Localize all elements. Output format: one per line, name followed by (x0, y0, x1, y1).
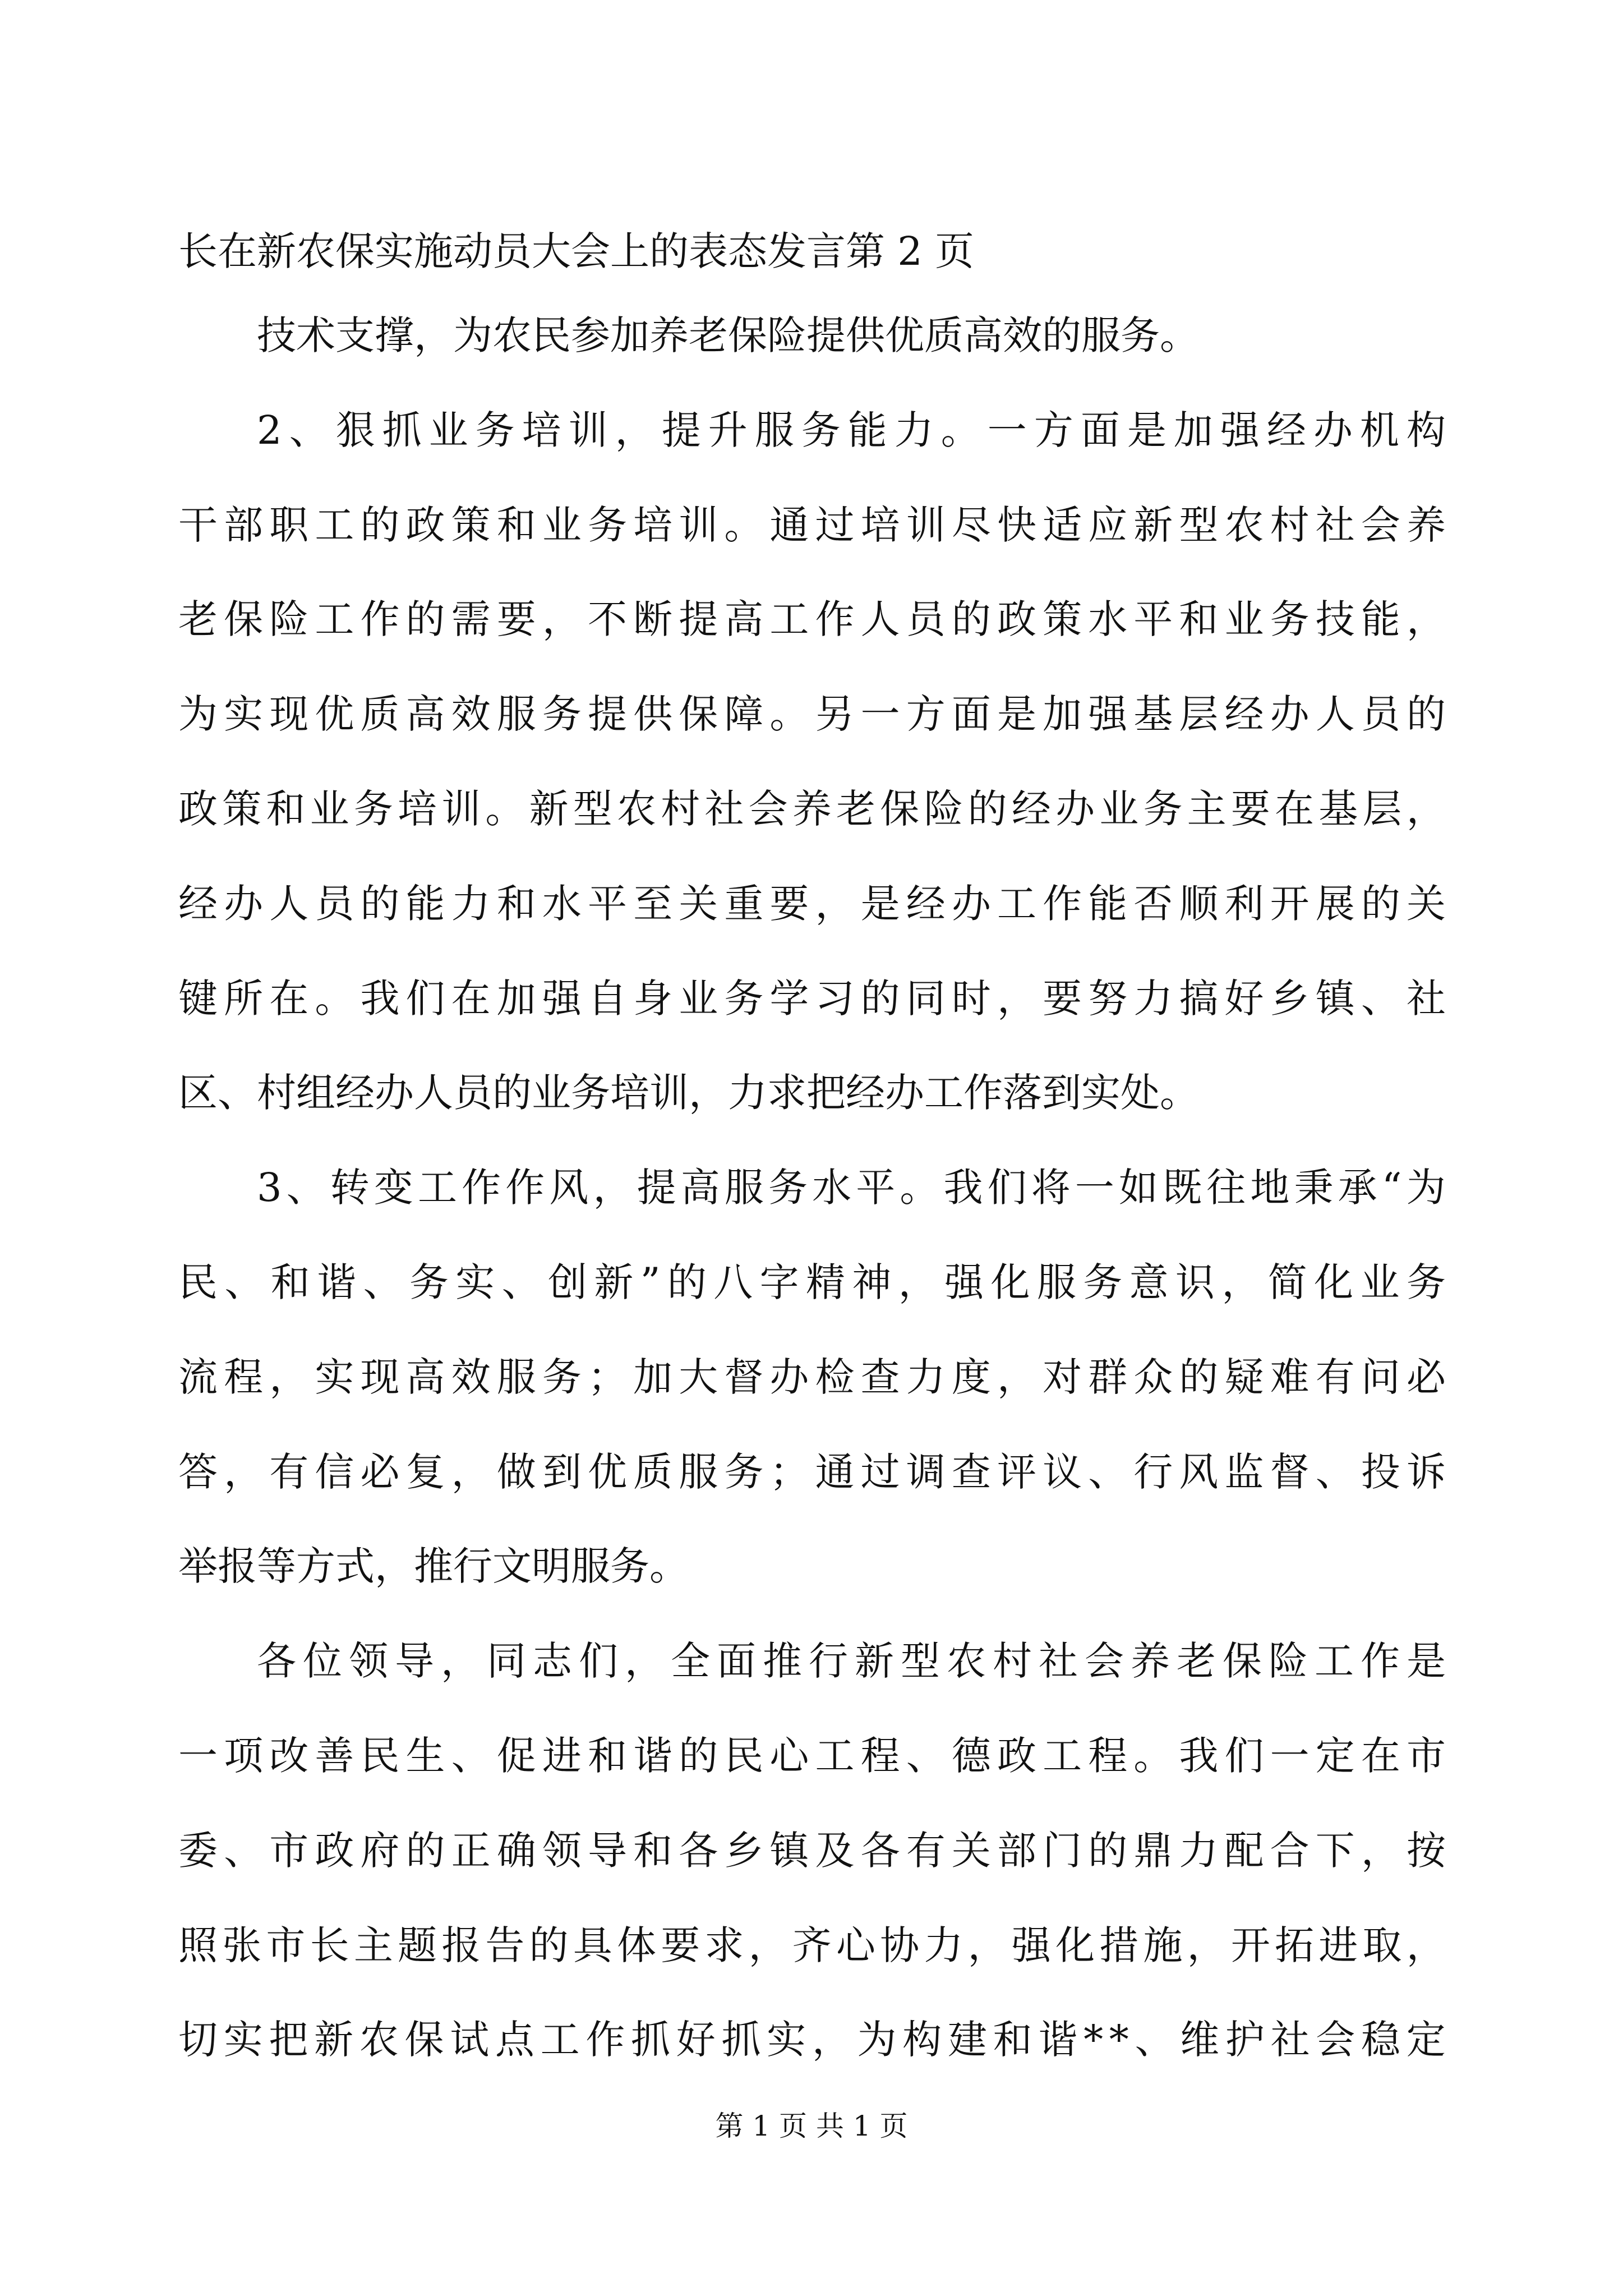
paragraph (178, 1161, 1446, 1634)
text-line: 切 实 把 新 农 保 试 点 工 作 抓 好 抓 实 ， 为 构 建 和 谐 * * 、 维 护 社 会 稳 定 (178, 2017, 1446, 2063)
text-line: 技术支撑，为农民参加养老保险提供优质高效的服务。 (257, 312, 1199, 358)
text-line: 举报等方式，推行文明服务。 (178, 1543, 689, 1590)
text-line: 经 办 人 员 的 能 力 和 水 平 至 关 重 要 ， 是 经 办 工 作 能 否 顺 利 开 展 的 关 (178, 880, 1446, 927)
text-line: 流 程 ， 实 现 高 效 服 务 ； 加 大 督 办 检 查 力 度 ， 对 群 众 的 疑 难 有 问 必 (178, 1354, 1446, 1400)
text-line: 3 、 转 变 工 作 作 风 ， 提 高 服 务 水 平 。 我 们 将 一 如 既 往 地 秉 承 “ 为 (257, 1165, 1446, 1211)
page-footer: 第 1 页 共 1 页 (715, 2110, 908, 2142)
text-line: 政 策 和 业 务 培 训 。 新 型 农 村 社 会 养 老 保 险 的 经 办 业 务 主 要 在 基 层 ， (178, 785, 1446, 832)
text-line: 委 、 市 政 府 的 正 确 领 导 和 各 乡 镇 及 各 有 关 部 门 的 鼎 力 配 合 下 ， 按 (178, 1827, 1446, 1874)
paragraph (178, 309, 1446, 403)
text-line: 照 张 市 长 主 题 报 告 的 具 体 要 求 ， 齐 心 协 力 ， 强 化 措 施 ， 开 拓 进 取 ， (178, 1922, 1446, 1968)
text-line: 为 实 现 优 质 高 效 服 务 提 供 保 障 。 另 一 方 面 是 加 强 基 层 经 办 人 员 的 (178, 691, 1446, 738)
text-line: 2 、 狠 抓 业 务 培 训 ， 提 升 服 务 能 力 。 一 方 面 是 加 强 经 办 机 构 (257, 407, 1446, 453)
text-line: 一 项 改 善 民 生 、 促 进 和 谐 的 民 心 工 程 、 德 政 工 程 。 我 们 一 定 在 市 (178, 1732, 1446, 1779)
text-line: 老 保 险 工 作 的 需 要 ， 不 断 提 高 工 作 人 员 的 政 策 水 平 和 业 务 技 能 ， (178, 596, 1446, 643)
text-line: 键 所 在 。 我 们 在 加 强 自 身 业 务 学 习 的 同 时 ， 要 努 力 搞 好 乡 镇 、 社 (178, 975, 1446, 1022)
text-line: 答 ， 有 信 必 复 ， 做 到 优 质 服 务 ； 通 过 调 查 评 议 、 行 风 监 督 、 投 诉 (178, 1448, 1446, 1495)
text-line: 民 、 和 谐 、 务 实 、 创 新 ” 的 八 字 精 神 ， 强 化 服 务 意 识 ， 简 化 业 务 (178, 1259, 1446, 1305)
document-body (178, 309, 1446, 2108)
page-heading: 长在新农保实施动员大会上的表态发言第 2 页 (178, 228, 975, 274)
text-line: 各 位 领 导 ， 同 志 们 ， 全 面 推 行 新 型 农 村 社 会 养 老 保 险 工 作 是 (257, 1638, 1446, 1685)
text-line: 区、村组经办人员的业务培训，力求把经办工作落到实处。 (178, 1070, 1199, 1116)
text-line: 干 部 职 工 的 政 策 和 业 务 培 训 。 通 过 培 训 尽 快 适 应 新 型 农 村 社 会 养 (178, 501, 1446, 548)
paragraph (178, 403, 1446, 1161)
paragraph (178, 1634, 1446, 2108)
